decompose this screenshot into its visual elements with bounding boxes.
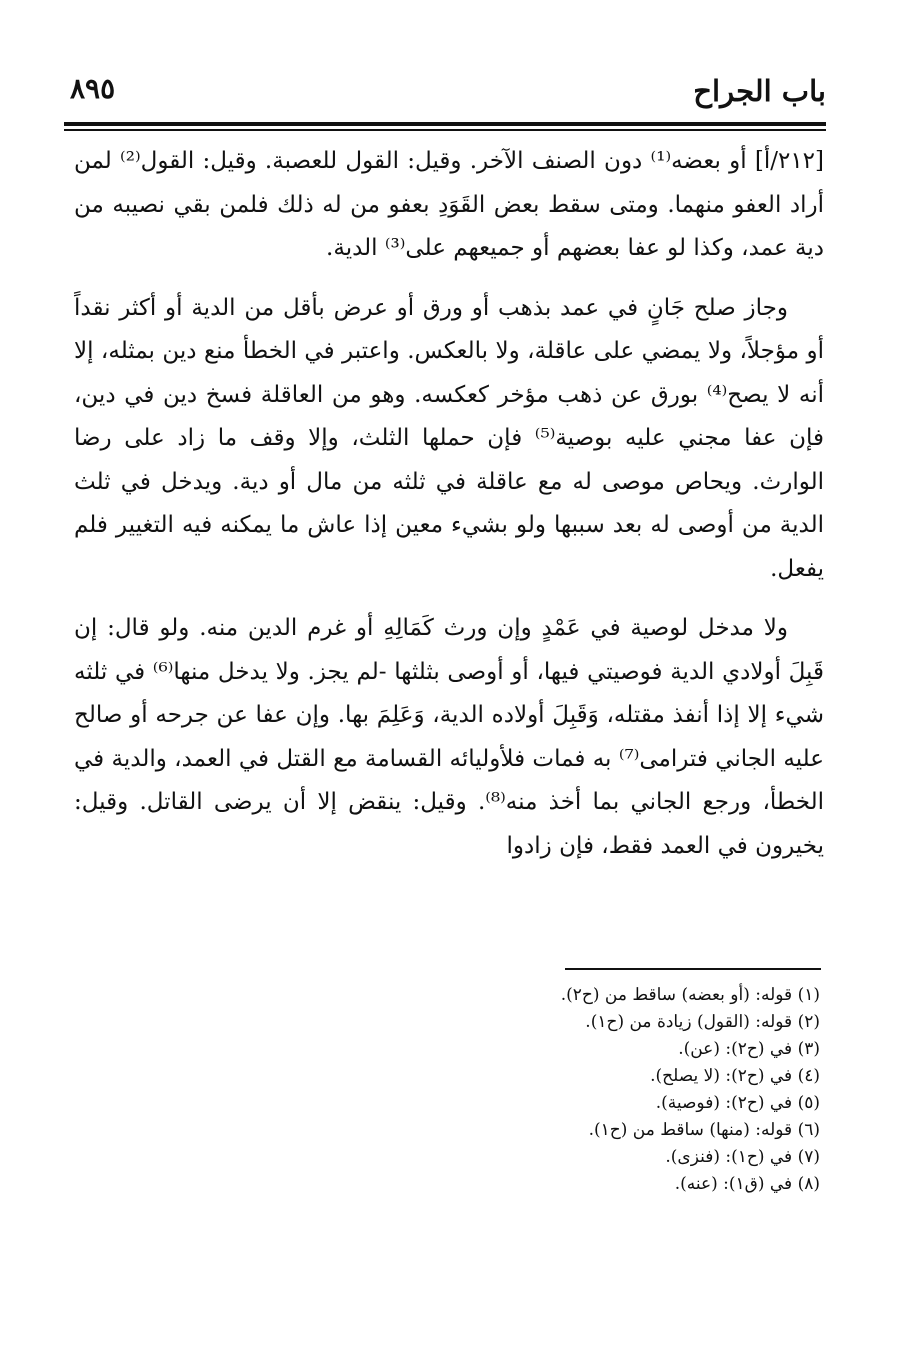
header-rule-thick (64, 122, 826, 126)
page-header (64, 70, 826, 120)
paragraph-1: [٢١٢/أ] أو بعضه⁽¹⁾ دون الصنف الآخر. وقيل: القول للعصبة. وقيل: القول⁽²⁾ لمن أراد العفو منهما. ومتى سقط بعض القَوَدِ بعفو من له ذلك فلمن بقي نصيبه من دية عمد، وكذا لو عفا بعضهم أو جميعهم على⁽³⁾ الدية. (74, 148, 825, 261)
footnote-7: (٧) في (ح١): (فنزى). (665, 1147, 820, 1167)
running-title: باب الجراح (693, 74, 826, 108)
header-rule-thin (64, 129, 826, 131)
footnote-4: (٤) في (ح٢): (لا يصلح). (650, 1066, 820, 1086)
footnote-6: (٦) قوله: (منها) ساقط من (ح١). (588, 1120, 820, 1140)
footnote-separator (565, 968, 821, 970)
paragraph-3: ولا مدخل لوصية في عَمْدٍ وإن ورث كَمَالِهِ أو غرم الدين منه. ولو قال: إن قَبِلَ أولادي الدية فوصيتي فيها، أو أوصى بثلثها -لم يجز. ولا يدخل منها⁽⁶⁾ في ثلثه شيء إلا إذا أنفذ مقتله، وَقَبِلَ أولاده الدية، وَعَلِمَ بها. وإن عفا عن جرحه أو صالح عليه الجاني فترامى⁽⁷⁾ به فمات فلأوليائه القسامة مع القتل في العمد، والدية في الخطأ، ورجع الجاني بما أخذ منه⁽⁸⁾. وقيل: ينقض إلا أن يرضى القاتل. وقيل: يخيرون في العمد فقط، فإن زادوا (74, 615, 824, 859)
footnote-3: (٣) في (ح٢): (عن). (678, 1039, 820, 1059)
main-text (74, 140, 824, 884)
footnote-5: (٥) في (ح٢): (فوصية). (655, 1093, 820, 1113)
page-number: ٨٩٥ (70, 72, 116, 105)
footnote-8: (٨) في (ق١): (عنه). (674, 1174, 820, 1194)
footnote-2: (٢) قوله: (القول) زيادة من (ح١). (585, 1012, 820, 1032)
footnotes (90, 982, 820, 1198)
paragraph-2: وجاز صلح جَانٍ في عمد بذهب أو ورق أو عرض بأقل من الدية أو أكثر نقداً أو مؤجلاً، ولا يمضي على عاقلة، ولا بالعكس. واعتبر في الخطأ منع دين بمثله، إلا أنه لا يصح⁽⁴⁾ بورق عن ذهب مؤخر كعكسه. وهو من العاقلة فسخ دين في دين، فإن عفا مجني عليه بوصية⁽⁵⁾ فإن حملها الثلث، وإلا وقف ما زاد على رضا الوارث. ويحاص موصى له مع عاقلة في ثلثه من مال أو دية. ويدخل في ثلث الدية من أوصى له بعد سببها ولو بشيء معين إذا عاش ما يمكنه فيه التغيير فلم يفعل. (74, 294, 824, 582)
footnote-1: (١) قوله: (أو بعضه) ساقط من (ح٢). (560, 985, 820, 1005)
